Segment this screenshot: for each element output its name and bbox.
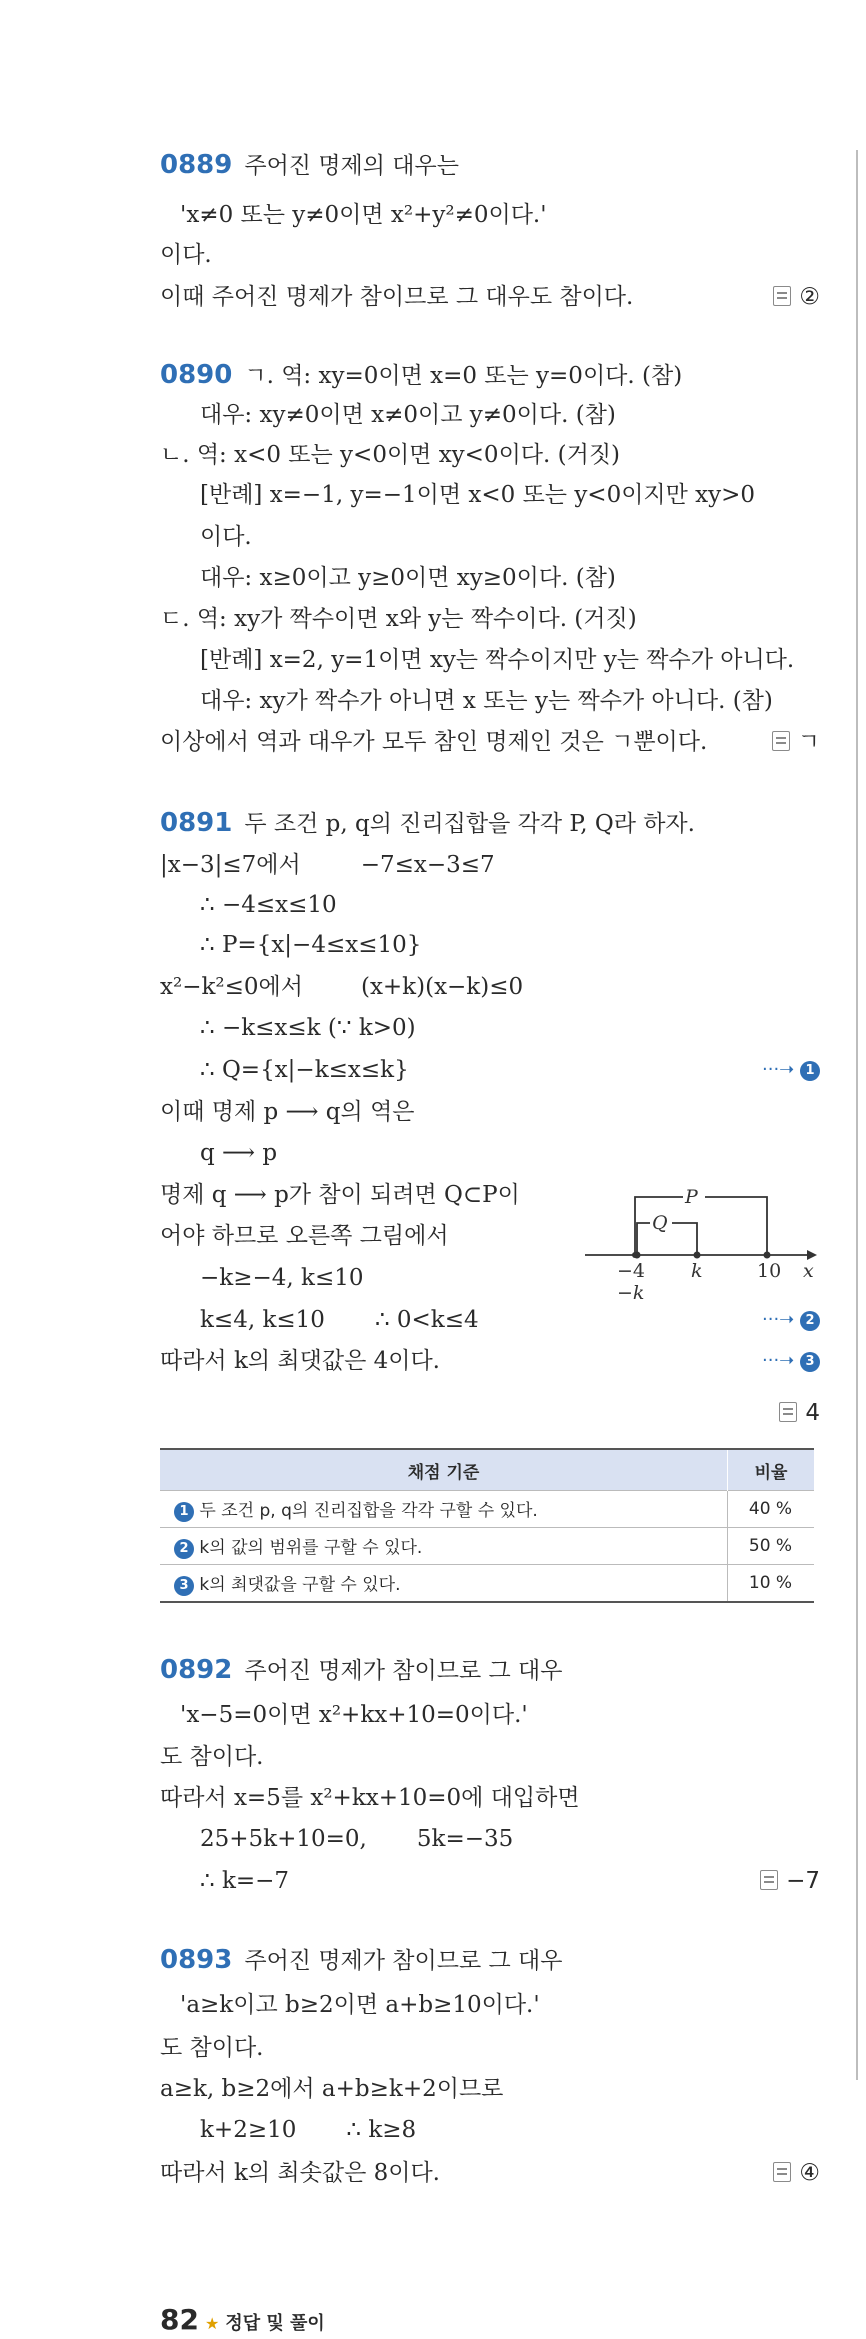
table-header-row — [160, 1449, 814, 1491]
answer-icon — [773, 2162, 791, 2182]
problem-0891-line-2 — [160, 850, 495, 880]
arrow: ···➝ — [762, 1059, 795, 1080]
axis-arrow-icon — [807, 1250, 817, 1260]
mark-badge: 2 — [800, 1311, 820, 1331]
answer-0890 — [772, 727, 820, 757]
problem-0891-line-11: 어야 하므로 오른쪽 그림에서 — [160, 1223, 449, 1249]
answer-icon — [773, 286, 791, 306]
label-x: x — [803, 1260, 814, 1282]
right-margin-rule — [856, 150, 858, 2080]
label-minus4: −4 — [617, 1260, 646, 1282]
problem-0890-line-10: 이상에서 역과 대우가 모두 참인 명제인 것은 ㄱ뿐이다. — [160, 729, 708, 755]
problem-0892-line-6: ∴ k=−7 — [200, 1868, 290, 1894]
text: 주어진 명제가 참이므로 그 대우 — [244, 1948, 563, 1974]
star-icon: ★ — [204, 2314, 220, 2333]
problem-0890-line-6: 대우: x≥0이고 y≥0이면 xy≥0이다. (참) — [200, 565, 616, 591]
problem-0889-line-2: 'x≠0 또는 y≠0이면 x²+y²≠0이다.' — [180, 202, 547, 228]
problem-0890-line-7: ㄷ. 역: xy가 짝수이면 x와 y는 짝수이다. (거짓) — [160, 606, 637, 632]
text: (x+k)(x−k)≤0 — [360, 974, 524, 1000]
ratio-cell: 50 % — [728, 1528, 815, 1565]
text: ∴ k≥8 — [346, 2117, 417, 2143]
criteria-text: k의 최댓값을 구할 수 있다. — [199, 1575, 401, 1595]
problem-0891-line-3: ∴ −4≤x≤10 — [200, 892, 337, 918]
table-row — [160, 1565, 814, 1603]
text: ㄱ. 역: xy=0이면 x=0 또는 y=0이다. (참) — [244, 363, 683, 389]
page-number: 82 — [160, 2303, 199, 2336]
table-row — [160, 1528, 814, 1565]
mark-badge: 1 — [800, 1061, 820, 1081]
answer-value: ④ — [799, 2160, 820, 2186]
problem-0890-line-3: ㄴ. 역: x<0 또는 y<0이면 xy<0이다. (거짓) — [160, 442, 621, 468]
criteria-cell — [160, 1565, 728, 1603]
problem-0891-line-8: 이때 명제 p ⟶ q의 역은 — [160, 1099, 415, 1125]
ratio-cell: 40 % — [728, 1491, 815, 1528]
problem-0893-line-4: a≥k, b≥2에서 a+b≥k+2이므로 — [160, 2076, 504, 2102]
arrow: ···➝ — [762, 1309, 795, 1330]
header-ratio: 비율 — [728, 1449, 815, 1491]
problem-number: 0891 — [160, 808, 233, 838]
label-P: P — [685, 1186, 698, 1208]
problem-0893-line-1 — [160, 1945, 562, 1976]
problem-0893-line-5 — [200, 2115, 416, 2145]
problem-0890-line-5: 이다. — [200, 524, 252, 550]
table-row — [160, 1491, 814, 1528]
problem-0893-line-6: 따라서 k의 최솟값은 8이다. — [160, 2160, 440, 2186]
label-Q: Q — [652, 1212, 668, 1234]
problem-0891-line-10: 명제 q ⟶ p가 참이 되려면 Q⊂P이 — [160, 1182, 520, 1208]
mark-badge: 3 — [800, 1352, 820, 1372]
mark-badge: 2 — [174, 1539, 194, 1559]
answer-icon — [760, 1870, 778, 1890]
problem-0890-line-2: 대우: xy≠0이면 x≠0이고 y≠0이다. (참) — [200, 402, 616, 428]
point-k — [694, 1252, 701, 1259]
problem-0889-line-1 — [160, 150, 459, 181]
problem-0891-line-9: q ⟶ p — [200, 1140, 278, 1166]
mark-badge: 1 — [174, 1502, 194, 1522]
problem-0892-line-5 — [200, 1824, 513, 1854]
text: |x−3|≤7에서 — [160, 852, 301, 878]
problem-number: 0889 — [160, 150, 233, 180]
problem-number: 0893 — [160, 1945, 233, 1975]
text: −7≤x−3≤7 — [360, 852, 495, 878]
answer-value: ② — [799, 284, 820, 310]
label-minus-k: −k — [617, 1282, 645, 1304]
answer-value: ㄱ — [797, 729, 820, 755]
problem-0891-line-5 — [160, 972, 523, 1002]
problem-0892-line-4: 따라서 x=5를 x²+kx+10=0에 대입하면 — [160, 1785, 580, 1811]
arrow: ···➝ — [762, 1350, 795, 1371]
answer-icon — [772, 731, 790, 751]
text: 주어진 명제가 참이므로 그 대우 — [244, 1658, 563, 1684]
problem-0893-line-2: 'a≥k이고 b≥2이면 a+b≥10이다.' — [180, 1992, 540, 2018]
label-k: k — [691, 1260, 703, 1282]
problem-0891-line-14: 따라서 k의 최댓값은 4이다. — [160, 1348, 440, 1374]
label-10: 10 — [757, 1260, 782, 1282]
criteria-text: 두 조건 p, q의 진리집합을 각각 구할 수 있다. — [199, 1501, 538, 1521]
text: k≤4, k≤10 — [200, 1307, 325, 1333]
answer-icon — [779, 1402, 797, 1422]
problem-0891-line-1 — [160, 808, 695, 839]
text: x²−k²≤0에서 — [160, 974, 303, 1000]
text: 두 조건 p, q의 진리집합을 각각 P, Q라 하자. — [244, 811, 695, 837]
problem-0891-line-6: ∴ −k≤x≤k (∵ k>0) — [200, 1015, 416, 1041]
footer-title: 정답 및 풀이 — [225, 2313, 325, 2334]
ratio-cell: 10 % — [728, 1565, 815, 1603]
point-10 — [764, 1252, 771, 1259]
header-criteria: 채점 기준 — [160, 1449, 728, 1491]
problem-0890-line-1 — [160, 360, 682, 391]
problem-0890-line-9: 대우: xy가 짝수가 아니면 x 또는 y는 짝수가 아니다. (참) — [200, 688, 773, 714]
step-mark-2 — [762, 1305, 820, 1335]
text: 5k=−35 — [416, 1826, 514, 1852]
criteria-cell — [160, 1491, 728, 1528]
answer-0892 — [760, 1866, 820, 1896]
problem-0891-line-12: −k≥−4, k≤10 — [200, 1265, 364, 1291]
problem-number: 0892 — [160, 1655, 233, 1685]
number-line-diagram — [575, 1185, 830, 1305]
problem-0890-line-8: [반례] x=2, y=1이면 xy는 짝수이지만 y는 짝수가 아니다. — [200, 647, 795, 673]
answer-0891 — [779, 1398, 820, 1428]
problem-number: 0890 — [160, 360, 233, 390]
problem-0892-line-2: 'x−5=0이면 x²+kx+10=0이다.' — [180, 1702, 528, 1728]
answer-value: 4 — [805, 1400, 820, 1426]
problem-0890-line-4: [반례] x=−1, y=−1이면 x<0 또는 y<0이지만 xy>0 — [200, 482, 756, 508]
problem-0892-line-3: 도 참이다. — [160, 1744, 264, 1770]
problem-0889-line-4: 이때 주어진 명제가 참이므로 그 대우도 참이다. — [160, 284, 634, 310]
grading-table — [160, 1448, 814, 1603]
page-footer — [160, 2305, 325, 2339]
text: k+2≥10 — [200, 2117, 297, 2143]
text: 25+5k+10=0, — [200, 1826, 367, 1852]
problem-0891-line-13 — [200, 1305, 479, 1335]
answer-value: −7 — [786, 1868, 820, 1894]
problem-0891-line-7: ∴ Q={x|−k≤x≤k} — [200, 1057, 409, 1083]
problem-0889-line-3: 이다. — [160, 242, 212, 268]
problem-0891-line-4: ∴ P={x|−4≤x≤10} — [200, 932, 422, 958]
step-mark-1 — [762, 1055, 820, 1085]
answer-0889 — [773, 282, 820, 312]
problem-0893-line-3: 도 참이다. — [160, 2035, 264, 2061]
point-minus-4 — [632, 1252, 638, 1258]
text: ∴ 0<k≤4 — [374, 1307, 479, 1333]
problem-0892-line-1 — [160, 1655, 562, 1686]
step-mark-3 — [762, 1346, 820, 1376]
answer-0893 — [773, 2158, 820, 2188]
criteria-cell — [160, 1528, 728, 1565]
text: 주어진 명제의 대우는 — [244, 153, 459, 179]
criteria-text: k의 값의 범위를 구할 수 있다. — [199, 1538, 423, 1558]
mark-badge: 3 — [174, 1576, 194, 1596]
